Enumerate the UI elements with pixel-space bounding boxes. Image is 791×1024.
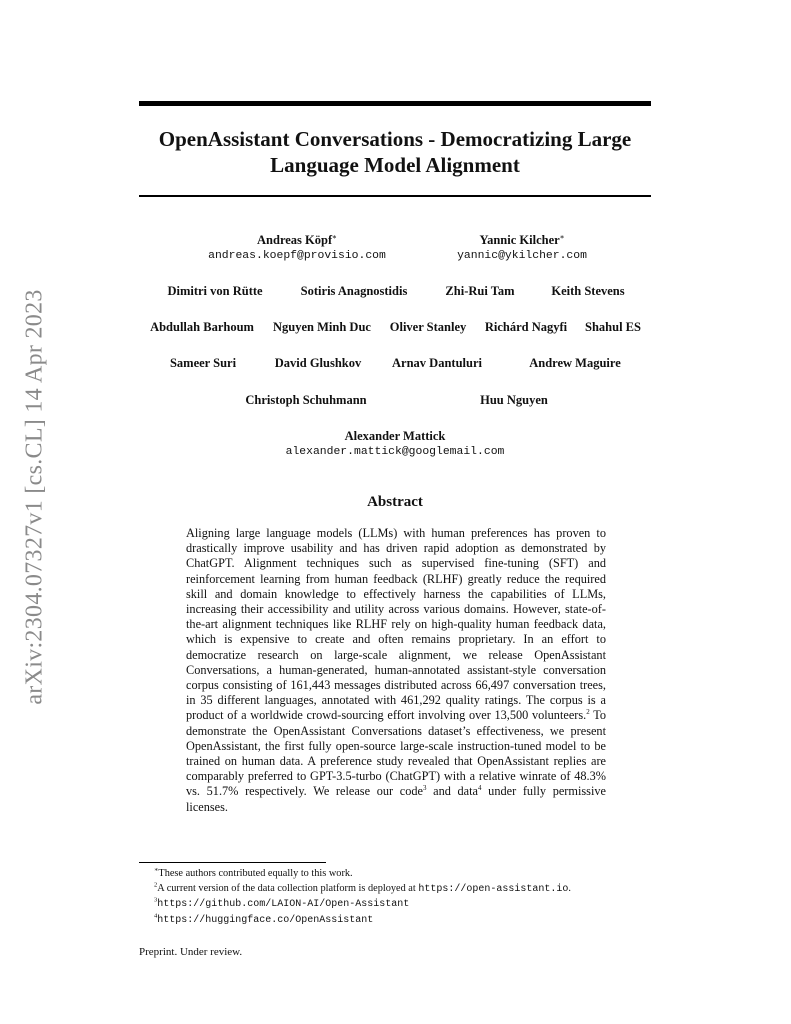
- author-name: Dimitri von Rütte: [167, 284, 263, 298]
- author-name: Keith Stevens: [551, 284, 625, 298]
- author-name: Christoph Schuhmann: [245, 393, 367, 407]
- footnote-link[interactable]: https://github.com/LAION-AI/Open-Assistant: [157, 899, 410, 910]
- footnote-ref[interactable]: 4: [478, 784, 482, 793]
- footnote-mark: 3: [154, 896, 158, 904]
- footnote-text: A current version of the data collection platform is deployed at: [157, 882, 419, 894]
- author-name: Huu Nguyen: [480, 393, 548, 407]
- abstract-text: To demonstrate the OpenAssistant Conversations dataset’s effectiveness, we present OpenAssistant, the first fully open-source large-scale instruction-tuned model to be trained on human data. A preference study revealed that OpenAssistant replies are comparably preferred to GPT-3.5-turbo (ChatGPT) with a relative winrate of 48.3% vs. 51.7% respectively. We release our code: [186, 708, 606, 799]
- footnote: [154, 882, 634, 898]
- abstract-text: under fully permissive licenses.: [186, 784, 606, 814]
- paper-title: OpenAssistant Conversations - Democratizing Large Language Model Alignment: [158, 127, 632, 177]
- author-name: Richárd Nagyfi: [484, 320, 568, 334]
- author-name: Zhi-Rui Tam: [445, 284, 515, 298]
- author-name: David Glushkov: [274, 356, 362, 370]
- abstract-body: [186, 526, 606, 815]
- footnote-link[interactable]: https://huggingface.co/OpenAssistant: [157, 914, 374, 926]
- title-rule-bottom: [139, 195, 651, 197]
- title-rule-top: [139, 101, 651, 106]
- author-name: Sotiris Anagnostidis: [300, 284, 408, 298]
- preprint-note: Preprint. Under review.: [139, 946, 243, 958]
- arxiv-side-stamp: [22, 274, 48, 720]
- abstract-heading: Abstract: [367, 494, 423, 510]
- footnote: [154, 913, 634, 929]
- author-block: [286, 429, 505, 458]
- footnote-mark: 4: [154, 912, 158, 920]
- author-name: Andreas Köpf: [257, 233, 333, 247]
- footnote: [154, 867, 634, 882]
- author-email[interactable]: andreas.koepf@provisio.com: [208, 250, 386, 262]
- footnote-mark: ∗: [154, 866, 159, 874]
- author-name: Oliver Stanley: [389, 320, 467, 334]
- equal-contribution-mark: ∗: [332, 232, 337, 241]
- footnote: [154, 897, 634, 913]
- author-name: Shahul ES: [585, 320, 641, 334]
- arxiv-identifier: arXiv:2304.07327v1 [cs.CL] 14 Apr 2023: [21, 289, 48, 705]
- footnote-rule: [139, 862, 326, 863]
- abstract-text: Aligning large language models (LLMs) with human preferences has proven to drastically improve usability and has driven rapid adoption as demonstrated by ChatGPT. Alignment techniques such as supervised fine-tuning (SFT) and reinforcement learning from human feedback (RLHF) greatly reduce the required skill and domain knowledge to effectively harness the capabilities of LLMs, increasing their accessibility and utility across various domains. However, state-of-the-art alignment techniques like RLHF rely on high-quality human feedback data, which is expensive to create and often remains proprietary. In an effort to democratize research on large-scale alignment, we release OpenAssistant Conversations, a human-generated, human-annotated assistant-style conversation corpus consisting of 161,443 messages distributed across 66,497 conversation trees, in 35 different languages, annotated with 461,292 quality ratings. The corpus is a product of a worldwide crowd-sourcing effort involving over 13,500 volunteers.: [186, 526, 606, 723]
- author-name: Nguyen Minh Duc: [273, 320, 371, 334]
- footnote-ref[interactable]: 2: [586, 708, 590, 717]
- author-name: Arnav Dantuluri: [392, 356, 482, 370]
- footnote-text: These authors contributed equally to this work.: [158, 868, 353, 879]
- abstract-text: and data: [426, 784, 479, 799]
- footnote-ref[interactable]: 3: [422, 784, 427, 793]
- footnote-mark: 2: [154, 881, 158, 889]
- author-name: Sameer Suri: [169, 356, 237, 370]
- author-block: [208, 233, 386, 262]
- author-name: Abdullah Barhoum: [150, 320, 254, 334]
- author-name: Andrew Maguire: [529, 356, 621, 370]
- equal-contribution-mark: ∗: [559, 232, 565, 241]
- author-name: Yannic Kilcher: [479, 233, 560, 247]
- author-email[interactable]: yannic@ykilcher.com: [457, 250, 587, 262]
- author-email[interactable]: alexander.mattick@googlemail.com: [285, 446, 505, 458]
- footnote-link[interactable]: https://open-assistant.io: [418, 883, 569, 895]
- footnote-text: .: [568, 882, 571, 894]
- author-name: Alexander Mattick: [344, 429, 446, 443]
- author-block: [457, 233, 587, 262]
- footnotes: [154, 867, 634, 928]
